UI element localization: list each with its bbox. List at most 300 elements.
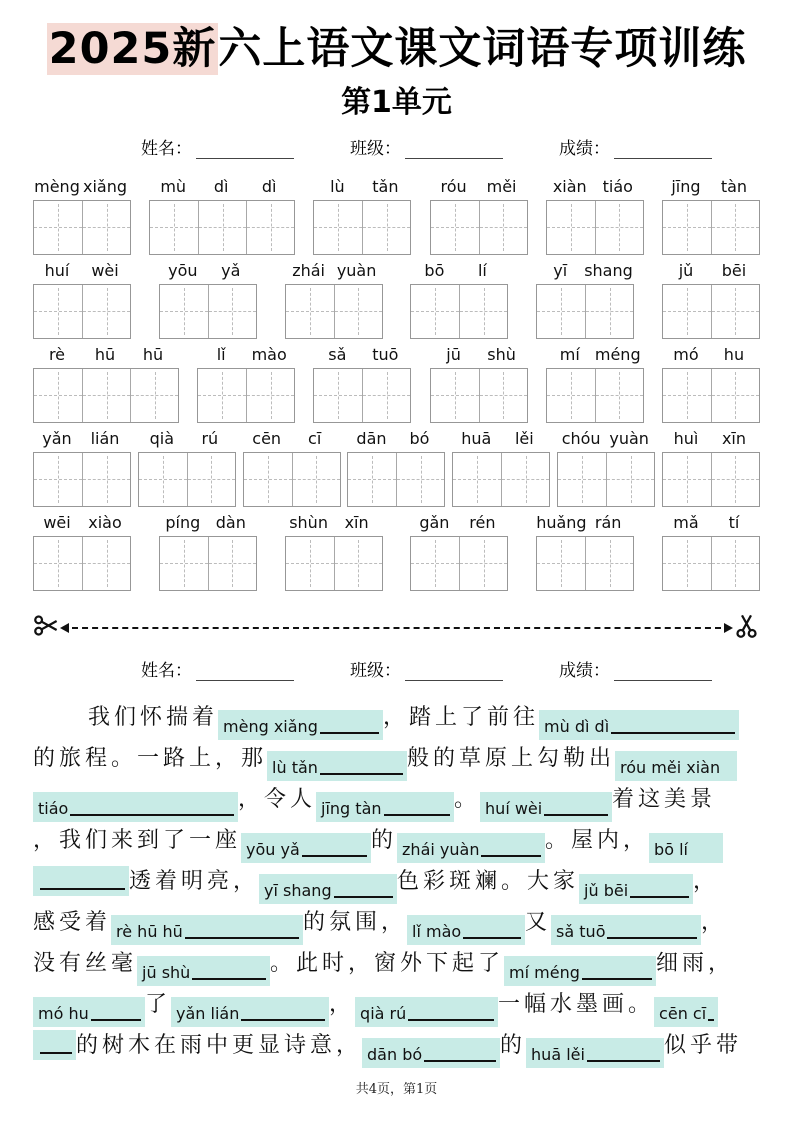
pinyin-grid-section bbox=[33, 171, 760, 591]
writing-cell-group bbox=[546, 200, 644, 255]
passage-text: 了 bbox=[145, 991, 172, 1017]
pinyin-grid-row bbox=[33, 507, 760, 591]
blank-pinyin-hint bbox=[33, 891, 38, 896]
pinyin-syllable: yuàn bbox=[609, 428, 649, 448]
writing-cell bbox=[411, 285, 459, 338]
passage-text: 感受着 bbox=[33, 909, 112, 935]
pinyin-syllable: yōu bbox=[168, 260, 198, 280]
score-blank-line bbox=[614, 666, 712, 681]
writing-cell bbox=[459, 285, 507, 338]
syllable-row bbox=[546, 171, 644, 200]
writing-cell bbox=[479, 201, 527, 254]
passage-line bbox=[33, 984, 760, 1025]
blank-pinyin-hint: lǐ mào bbox=[412, 921, 462, 941]
pinyin-syllable: mí bbox=[559, 344, 580, 364]
writing-cell bbox=[547, 201, 595, 254]
pinyin-syllable: tí bbox=[728, 512, 740, 532]
syllable-row bbox=[662, 423, 760, 452]
pinyin-syllable: dì bbox=[213, 176, 229, 196]
pinyin-syllable: mù bbox=[160, 176, 187, 196]
blank-pinyin-hint: mèng xiǎng bbox=[223, 716, 318, 736]
score-field bbox=[559, 656, 712, 681]
pinyin-word-group bbox=[430, 339, 528, 423]
pinyin-syllable: lěi bbox=[514, 428, 534, 448]
pinyin-syllable: méng bbox=[594, 344, 641, 364]
writing-cell bbox=[711, 285, 759, 338]
writing-cell-group bbox=[536, 284, 634, 339]
name-blank-line bbox=[196, 144, 294, 159]
pinyin-syllable: chóu bbox=[561, 428, 601, 448]
answer-blank bbox=[33, 866, 129, 896]
syllable-row bbox=[410, 507, 508, 536]
pinyin-grid-row bbox=[33, 339, 760, 423]
syllable-row bbox=[557, 423, 655, 452]
writing-cell bbox=[82, 285, 130, 338]
blank-pinyin-hint: huā lěi bbox=[531, 1044, 585, 1064]
name-field bbox=[141, 134, 294, 159]
passage-text: 一幅水墨画。 bbox=[498, 991, 655, 1017]
blank-pinyin-hint: cēn cī bbox=[659, 1003, 707, 1023]
writing-cell-group bbox=[159, 284, 257, 339]
pinyin-syllable: cēn bbox=[252, 428, 282, 448]
answer-blank bbox=[259, 874, 397, 904]
blank-underline bbox=[334, 896, 393, 898]
pinyin-syllable: bēi bbox=[721, 260, 747, 280]
writing-cell-group bbox=[430, 200, 528, 255]
pinyin-word-group bbox=[197, 339, 295, 423]
blank-underline bbox=[481, 855, 541, 857]
pinyin-syllable: lù bbox=[330, 176, 345, 196]
writing-cell bbox=[501, 453, 549, 506]
answer-blank bbox=[551, 915, 701, 945]
syllable-row bbox=[662, 339, 760, 368]
class-blank-line bbox=[405, 144, 503, 159]
pinyin-syllable: sǎ bbox=[328, 344, 347, 364]
writing-cell bbox=[558, 453, 606, 506]
blank-pinyin-hint: róu měi xiàn bbox=[620, 757, 721, 777]
blank-underline bbox=[70, 814, 234, 816]
pinyin-syllable: huā bbox=[461, 428, 492, 448]
pinyin-word-group bbox=[285, 255, 383, 339]
writing-cell bbox=[198, 369, 246, 422]
blank-underline bbox=[630, 896, 689, 898]
answer-blank bbox=[33, 792, 238, 822]
passage-line bbox=[33, 861, 760, 902]
title-highlighted-text: 2025新 bbox=[48, 24, 217, 74]
blank-underline bbox=[40, 888, 125, 890]
answer-blank bbox=[171, 997, 329, 1027]
writing-cell bbox=[547, 369, 595, 422]
syllable-row bbox=[243, 423, 341, 452]
syllable-row bbox=[159, 255, 257, 284]
pinyin-word-group bbox=[313, 171, 411, 255]
writing-cell bbox=[711, 537, 759, 590]
writing-cell-group bbox=[33, 536, 131, 591]
pinyin-syllable: tǎn bbox=[372, 176, 399, 196]
writing-cell bbox=[663, 537, 711, 590]
syllable-row bbox=[313, 339, 411, 368]
answer-blank bbox=[362, 1038, 500, 1068]
writing-cell-group bbox=[546, 368, 644, 423]
writing-cell bbox=[292, 453, 340, 506]
passage-text: 细雨， bbox=[656, 950, 735, 976]
class-label: 班级： bbox=[350, 660, 401, 681]
passage-text: 。此时，窗外下起了 bbox=[270, 950, 505, 976]
cut-line bbox=[33, 613, 760, 643]
title-plain-text: 六上语文课文词语专项训练 bbox=[218, 24, 747, 74]
passage-text: 我们怀揣着 bbox=[88, 704, 219, 730]
writing-cell bbox=[663, 453, 711, 506]
pinyin-syllable: mào bbox=[251, 344, 287, 364]
pinyin-word-group bbox=[159, 255, 257, 339]
writing-cell bbox=[286, 537, 334, 590]
pinyin-word-group bbox=[662, 507, 760, 591]
writing-cell bbox=[362, 369, 410, 422]
blank-pinyin-hint: dān bó bbox=[367, 1044, 423, 1064]
writing-cell-group bbox=[313, 200, 411, 255]
pinyin-word-group bbox=[452, 423, 550, 507]
writing-cell bbox=[82, 369, 130, 422]
pinyin-syllable: rén bbox=[469, 512, 496, 532]
syllable-row bbox=[347, 423, 445, 452]
pinyin-word-group bbox=[557, 423, 655, 507]
pinyin-word-group bbox=[347, 423, 445, 507]
writing-cell bbox=[198, 201, 246, 254]
writing-cell bbox=[160, 285, 208, 338]
blank-pinyin-hint: lù tǎn bbox=[272, 757, 318, 777]
blank-underline bbox=[302, 855, 367, 857]
pinyin-word-group bbox=[430, 171, 528, 255]
writing-cell-group bbox=[243, 452, 341, 507]
writing-cell-group bbox=[159, 536, 257, 591]
pinyin-syllable: huì bbox=[673, 428, 699, 448]
unit-subtitle: 第1单元 bbox=[341, 84, 452, 120]
blank-underline bbox=[408, 1019, 494, 1021]
passage-text: 色彩斑斓。大家 bbox=[397, 868, 580, 894]
writing-cell-group bbox=[557, 452, 655, 507]
writing-cell bbox=[537, 285, 585, 338]
pinyin-syllable: zhái bbox=[292, 260, 325, 280]
name-class-score-row-top bbox=[33, 134, 760, 159]
pinyin-syllable: mó bbox=[673, 344, 699, 364]
passage-text: 的 bbox=[371, 827, 398, 853]
writing-cell bbox=[34, 285, 82, 338]
pinyin-syllable: dàn bbox=[215, 512, 246, 532]
class-blank-line bbox=[405, 666, 503, 681]
pinyin-word-group bbox=[662, 171, 760, 255]
name-field bbox=[141, 656, 294, 681]
pinyin-word-group bbox=[536, 507, 634, 591]
answer-blank bbox=[316, 792, 454, 822]
class-field bbox=[350, 134, 503, 159]
writing-cell bbox=[663, 369, 711, 422]
answer-blank bbox=[33, 1030, 76, 1060]
pinyin-syllable: lián bbox=[90, 428, 120, 448]
answer-blank bbox=[615, 751, 737, 781]
pinyin-syllable: hū bbox=[94, 344, 116, 364]
name-blank-line bbox=[196, 666, 294, 681]
passage-text: ，踏上了前往 bbox=[383, 704, 540, 730]
pinyin-syllable: xīn bbox=[344, 512, 369, 532]
blank-underline bbox=[708, 1019, 714, 1021]
pinyin-syllable: jīng bbox=[671, 176, 701, 196]
pinyin-syllable: mèng bbox=[34, 176, 80, 196]
pinyin-syllable: xiǎng bbox=[82, 176, 127, 196]
pinyin-syllable: dì bbox=[261, 176, 277, 196]
blank-pinyin-hint: jǔ bēi bbox=[584, 880, 629, 900]
writing-cell bbox=[34, 201, 82, 254]
blank-underline bbox=[241, 1019, 325, 1021]
pinyin-syllable: bō bbox=[424, 260, 445, 280]
writing-cell bbox=[244, 453, 292, 506]
syllable-row bbox=[536, 507, 634, 536]
name-label: 姓名： bbox=[141, 660, 192, 681]
syllable-row bbox=[313, 171, 411, 200]
cut-dashed-line bbox=[72, 627, 721, 629]
pinyin-syllable: huǎng bbox=[536, 512, 587, 532]
writing-cell bbox=[139, 453, 187, 506]
pinyin-word-group bbox=[662, 339, 760, 423]
passage-text: ，我们来到了一座 bbox=[33, 827, 242, 853]
answer-blank bbox=[267, 751, 407, 781]
blank-pinyin-hint: tiáo bbox=[38, 798, 69, 818]
pinyin-syllable: yǎn bbox=[42, 428, 72, 448]
pinyin-word-group bbox=[410, 255, 508, 339]
pinyin-syllable: yuàn bbox=[336, 260, 377, 280]
blank-pinyin-hint: jīng tàn bbox=[321, 798, 382, 818]
writing-cell-group bbox=[430, 368, 528, 423]
syllable-row bbox=[536, 255, 634, 284]
pinyin-syllable: jū bbox=[446, 344, 461, 364]
pinyin-syllable: qià bbox=[149, 428, 175, 448]
blank-pinyin-hint: rè hū hū bbox=[116, 921, 183, 941]
passage-line bbox=[33, 1025, 760, 1066]
blank-underline bbox=[185, 937, 299, 939]
blank-underline bbox=[463, 937, 521, 939]
writing-cell bbox=[34, 537, 82, 590]
writing-cell bbox=[160, 537, 208, 590]
syllable-row bbox=[33, 255, 131, 284]
writing-cell bbox=[314, 369, 362, 422]
writing-cell bbox=[348, 453, 396, 506]
pinyin-word-group bbox=[313, 339, 411, 423]
pinyin-syllable: wèi bbox=[91, 260, 119, 280]
score-label: 成绩： bbox=[559, 660, 610, 681]
pinyin-syllable: mǎ bbox=[673, 512, 699, 532]
writing-cell-group bbox=[285, 284, 383, 339]
writing-cell bbox=[453, 453, 501, 506]
writing-cell bbox=[585, 285, 633, 338]
writing-cell bbox=[711, 201, 759, 254]
pinyin-syllable: shùn bbox=[289, 512, 328, 532]
passage-line bbox=[33, 738, 760, 779]
writing-cell bbox=[286, 285, 334, 338]
writing-cell bbox=[208, 537, 256, 590]
syllable-row bbox=[546, 339, 644, 368]
pinyin-word-group bbox=[159, 507, 257, 591]
writing-cell bbox=[537, 537, 585, 590]
syllable-row bbox=[662, 507, 760, 536]
writing-cell bbox=[663, 201, 711, 254]
pinyin-syllable: cī bbox=[308, 428, 322, 448]
blank-pinyin-hint: zhái yuàn bbox=[402, 839, 480, 859]
writing-cell bbox=[711, 369, 759, 422]
pinyin-word-group bbox=[243, 423, 341, 507]
blank-underline bbox=[544, 814, 608, 816]
blank-underline bbox=[582, 978, 652, 980]
pinyin-grid-row bbox=[33, 171, 760, 255]
writing-cell bbox=[82, 201, 130, 254]
writing-cell bbox=[711, 453, 759, 506]
passage-line bbox=[33, 902, 760, 943]
syllable-row bbox=[285, 255, 383, 284]
pinyin-word-group bbox=[33, 339, 179, 423]
writing-cell bbox=[595, 369, 643, 422]
blank-underline bbox=[40, 1052, 72, 1054]
blank-underline bbox=[611, 732, 735, 734]
page-title bbox=[33, 24, 760, 76]
pinyin-syllable: rè bbox=[48, 344, 66, 364]
syllable-row bbox=[410, 255, 508, 284]
pinyin-syllable: hū bbox=[142, 344, 164, 364]
writing-cell bbox=[396, 453, 444, 506]
writing-cell bbox=[334, 537, 382, 590]
blank-underline bbox=[192, 978, 266, 980]
writing-cell-group bbox=[662, 368, 760, 423]
pinyin-syllable: lí bbox=[477, 260, 487, 280]
syllable-row bbox=[159, 507, 257, 536]
blank-pinyin-hint: mí méng bbox=[509, 962, 580, 982]
writing-cell-group bbox=[662, 536, 760, 591]
blank-pinyin-hint: jū shù bbox=[142, 962, 191, 982]
name-label: 姓名： bbox=[141, 138, 192, 159]
answer-blank bbox=[355, 997, 498, 1027]
passage-text: 的 bbox=[500, 1032, 527, 1058]
blank-underline bbox=[320, 773, 403, 775]
blank-pinyin-hint: bō lí bbox=[654, 839, 688, 859]
pinyin-syllable: píng bbox=[165, 512, 201, 532]
pinyin-grid-row bbox=[33, 255, 760, 339]
syllable-row bbox=[662, 255, 760, 284]
syllable-row bbox=[197, 339, 295, 368]
passage-text: 似乎带 bbox=[664, 1032, 743, 1058]
writing-cell bbox=[208, 285, 256, 338]
answer-blank bbox=[504, 956, 656, 986]
writing-cell bbox=[187, 453, 235, 506]
pinyin-syllable: hu bbox=[723, 344, 745, 364]
pinyin-syllable: lǐ bbox=[216, 344, 226, 364]
writing-cell bbox=[130, 369, 178, 422]
pinyin-syllable: tuō bbox=[372, 344, 399, 364]
writing-cell bbox=[334, 285, 382, 338]
writing-cell-group bbox=[149, 200, 295, 255]
writing-cell-group bbox=[285, 536, 383, 591]
passage-line bbox=[33, 697, 760, 738]
pinyin-syllable: xīn bbox=[721, 428, 746, 448]
writing-cell-group bbox=[662, 284, 760, 339]
blank-underline bbox=[607, 937, 697, 939]
passage-text: 的旅程。一路上，那 bbox=[33, 745, 268, 771]
syllable-row bbox=[33, 507, 131, 536]
writing-cell bbox=[479, 369, 527, 422]
passage-text: 透着明亮， bbox=[129, 868, 260, 894]
syllable-row bbox=[430, 171, 528, 200]
writing-cell bbox=[82, 537, 130, 590]
writing-cell-group bbox=[33, 452, 131, 507]
blank-underline bbox=[320, 732, 379, 734]
pinyin-syllable: wēi bbox=[43, 512, 71, 532]
writing-cell bbox=[585, 537, 633, 590]
writing-cell bbox=[314, 201, 362, 254]
blank-underline bbox=[424, 1060, 496, 1062]
writing-cell-group bbox=[197, 368, 295, 423]
pinyin-syllable: bó bbox=[409, 428, 430, 448]
class-label: 班级： bbox=[350, 138, 401, 159]
answer-blank bbox=[539, 710, 739, 740]
blank-underline bbox=[91, 1019, 141, 1021]
passage-text: ， bbox=[701, 909, 728, 935]
blank-pinyin-hint: yī shang bbox=[264, 880, 332, 900]
blank-pinyin-hint: qià rú bbox=[360, 1003, 407, 1023]
pinyin-syllable: shang bbox=[584, 260, 633, 280]
pinyin-word-group bbox=[138, 423, 236, 507]
pinyin-syllable: dān bbox=[356, 428, 387, 448]
writing-cell bbox=[411, 537, 459, 590]
writing-cell bbox=[431, 201, 479, 254]
passage-text: 的氛围， bbox=[303, 909, 408, 935]
answer-blank bbox=[111, 915, 303, 945]
syllable-row bbox=[33, 423, 131, 452]
blank-pinyin-hint: huí wèi bbox=[485, 798, 543, 818]
passage bbox=[33, 697, 760, 1066]
pinyin-syllable: xiào bbox=[88, 512, 122, 532]
syllable-row bbox=[285, 507, 383, 536]
pinyin-syllable: jǔ bbox=[678, 260, 694, 280]
syllable-row bbox=[149, 171, 295, 200]
passage-text: 又 bbox=[525, 909, 552, 935]
pinyin-word-group bbox=[285, 507, 383, 591]
pinyin-word-group bbox=[546, 171, 644, 255]
syllable-row bbox=[33, 339, 179, 368]
pinyin-syllable: měi bbox=[486, 176, 517, 196]
writing-cell bbox=[150, 201, 198, 254]
writing-cell bbox=[606, 453, 654, 506]
answer-blank bbox=[407, 915, 525, 945]
pinyin-word-group bbox=[536, 255, 634, 339]
writing-cell-group bbox=[33, 368, 179, 423]
scissors-icon bbox=[733, 612, 760, 643]
syllable-row bbox=[33, 171, 131, 200]
blank-pinyin-hint: mù dì dì bbox=[544, 716, 610, 736]
writing-cell-group bbox=[313, 368, 411, 423]
pinyin-syllable: huí bbox=[44, 260, 70, 280]
pinyin-syllable: tàn bbox=[720, 176, 748, 196]
answer-blank bbox=[654, 997, 718, 1027]
passage-text: ， bbox=[693, 868, 720, 894]
blank-pinyin-hint: sǎ tuō bbox=[556, 921, 606, 941]
blank-pinyin-hint bbox=[33, 1055, 38, 1060]
answer-blank bbox=[480, 792, 612, 822]
passage-text: 。屋内， bbox=[545, 827, 650, 853]
writing-cell bbox=[663, 285, 711, 338]
passage-text: 着这美景 bbox=[612, 786, 717, 812]
answer-blank bbox=[579, 874, 693, 904]
writing-cell-group bbox=[452, 452, 550, 507]
pinyin-syllable: shù bbox=[487, 344, 516, 364]
syllable-row bbox=[452, 423, 550, 452]
answer-blank bbox=[218, 710, 383, 740]
writing-cell-group bbox=[33, 284, 131, 339]
